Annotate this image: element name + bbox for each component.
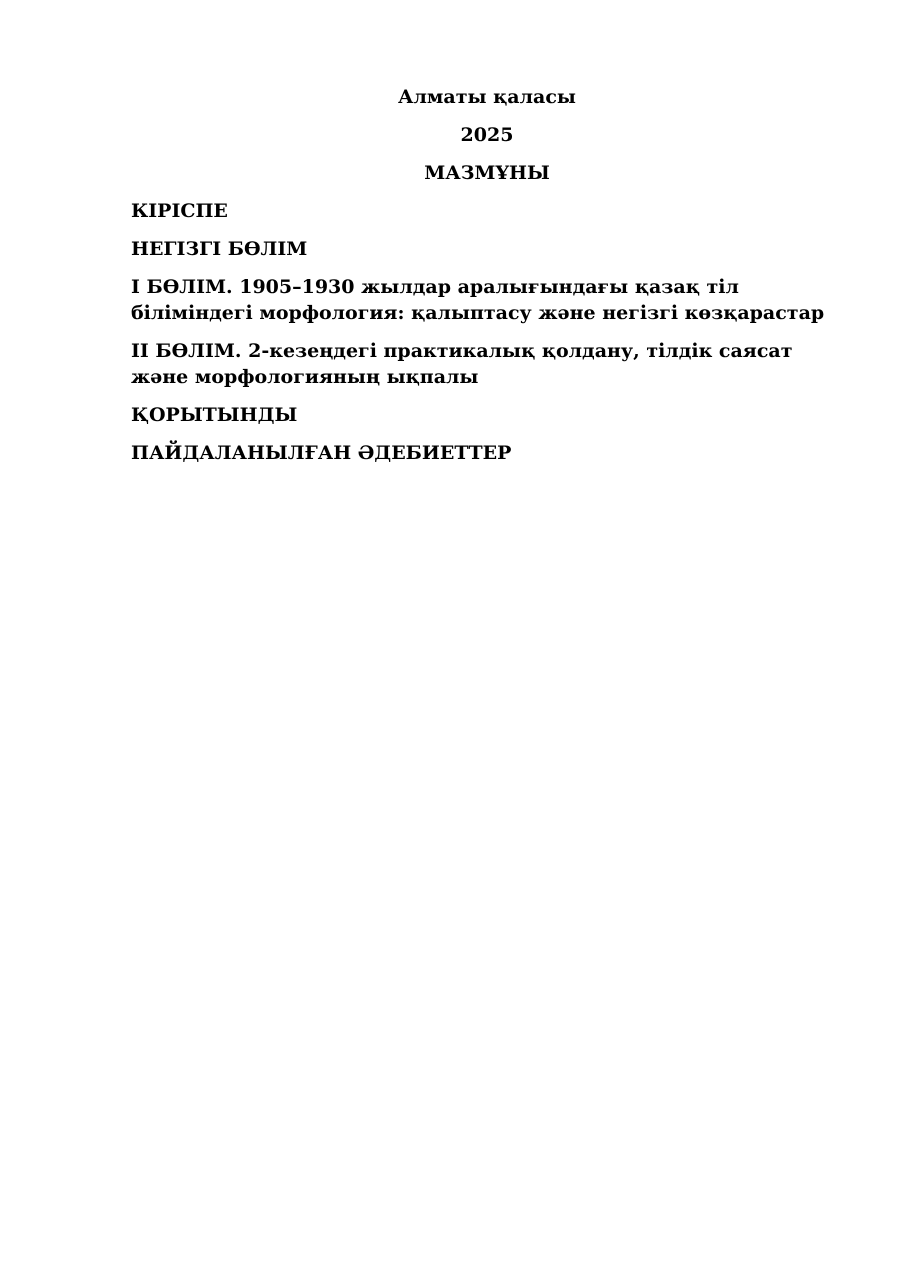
- toc-entry-introduction: КІРІСПЕ: [131, 200, 228, 222]
- toc-title: МАЗМҰНЫ: [424, 162, 550, 184]
- year-line: 2025: [460, 124, 514, 146]
- toc-entry-references: ПАЙДАЛАНЫЛҒАН ӘДЕБИЕТТЕР: [131, 442, 512, 464]
- toc-entry-main-part: НЕГІЗГІ БӨЛІМ: [131, 238, 308, 260]
- toc-entry-part-one: І БӨЛІМ. 1905–1930 жылдар аралығындағы қазақ тіл біліміндегі морфология: қалыптасу және негізгі көзқарастар: [131, 276, 825, 324]
- document-body: [131, 84, 831, 478]
- city-line: Алматы қаласы: [398, 86, 576, 108]
- toc-entry-part-two: ІІ БӨЛІМ. 2-кезеңдегі практикалық қолдану, тілдік саясат және морфологияның ықпалы: [131, 340, 793, 388]
- toc-entry-conclusion: ҚОРЫТЫНДЫ: [131, 404, 298, 426]
